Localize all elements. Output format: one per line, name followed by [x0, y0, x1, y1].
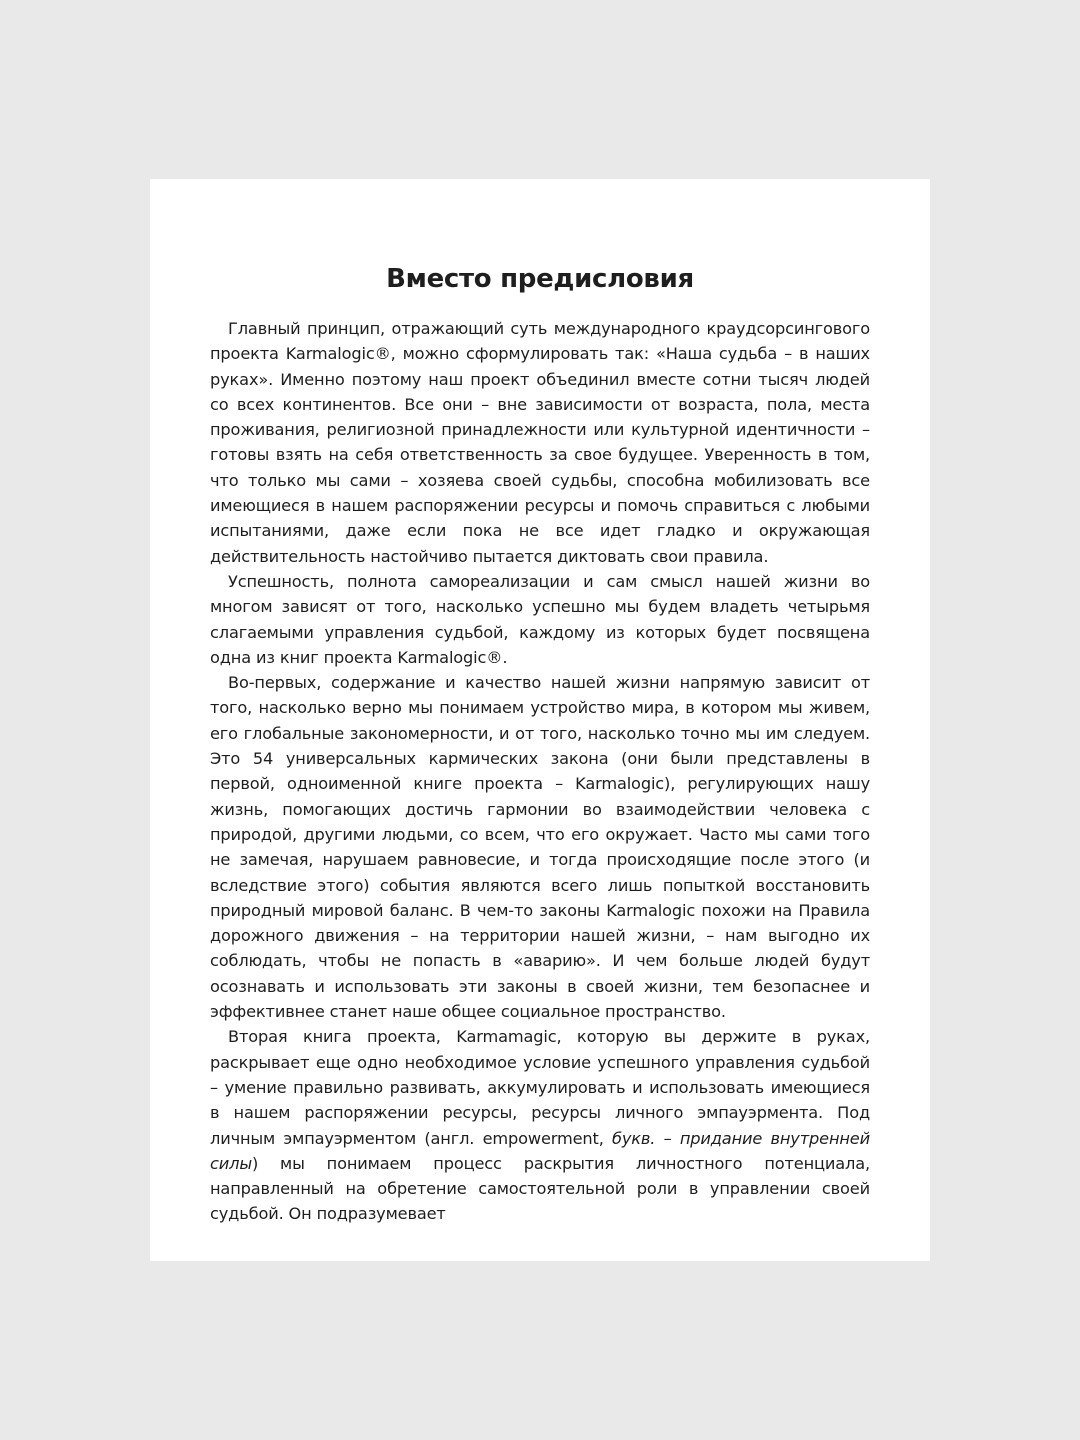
paragraph-3: Во-первых, содержание и качество нашей жизни напрямую зависит от того, насколько верно мы понимаем устройство мира, в котором мы живем, его глобальные закономерности, и от того, насколько точно мы им следуем. Это 54 универсальных кармических закона (они были представлены в первой, одноименной книге проекта – Karmalogic), регулирующих нашу жизнь, помогающих достичь гармонии во взаимодействии человека с природой, другими людьми, со всем, что его окружает. Часто мы сами того не замечая, нарушаем равновесие, и тогда происходящие после этого (и вследствие этого) события являются всего лишь попыткой восстановить природный мировой баланс. В чем-то законы Karmalogic похожи на Правила дорожного движения – на территории нашей жизни, – нам выгодно их соблюдать, чтобы не попасть в «аварию». И чем больше людей будут осознавать и использовать эти законы в своей жизни, тем безопаснее и эффективнее станет наше общее социальное пространство. — [210, 673, 870, 1022]
page-title: Вместо предисловия — [386, 264, 694, 294]
paragraph-4-text-start: Вторая книга проекта, Karmamagic, которую вы держите в руках, раскрывает еще одно необходимое условие успешного управления судьбой – умение правильно развивать, аккумулировать и использовать имеющиеся в нашем распоряжении ресурсы, ресурсы личного эмпауэрмента. Под личным эмпауэрментом (англ. empowerment, — [210, 1027, 870, 1148]
paragraph-1: Главный принцип, отражающий суть международного краудсорсингового проекта Karmalogic®, можно сформулировать так: «Наша судьба – в наших руках». Именно поэтому наш проект объединил вместе сотни тысяч людей со всех континентов. Все они – вне зависимости от возраста, пола, места проживания, религиозной принадлежности или культурной идентичности – готовы взять на себя ответственность за свое будущее. Уверенность в том, что только мы сами – хозяева своей судьбы, способна мобилизовать все имеющиеся в нашем распоряжении ресурсы и помочь справиться с любыми испытаниями, даже если пока не все идет гладко и окружающая действительность настойчиво пытается диктовать свои правила. — [210, 319, 870, 566]
paragraph-4-text-end: ) мы понимаем процесс раскрытия личностного потенциала, направленный на обретение самостоятельной роли в управлении своей судьбой. Он подразумевает — [210, 1153, 870, 1224]
paragraph-2: Успешность, полнота самореализации и сам смысл нашей жизни во многом зависят от того, насколько успешно мы будем владеть четырьмя слагаемыми управления судьбой, каждому из которых будет посвящена одна из книг проекта Karmalogic®. — [210, 571, 870, 667]
document-page — [150, 179, 930, 1261]
paragraph-4 — [210, 1024, 870, 1226]
paragraph-4-italic-gloss: букв. – придание внутренней силы — [210, 1128, 870, 1173]
document-body — [210, 263, 870, 1227]
